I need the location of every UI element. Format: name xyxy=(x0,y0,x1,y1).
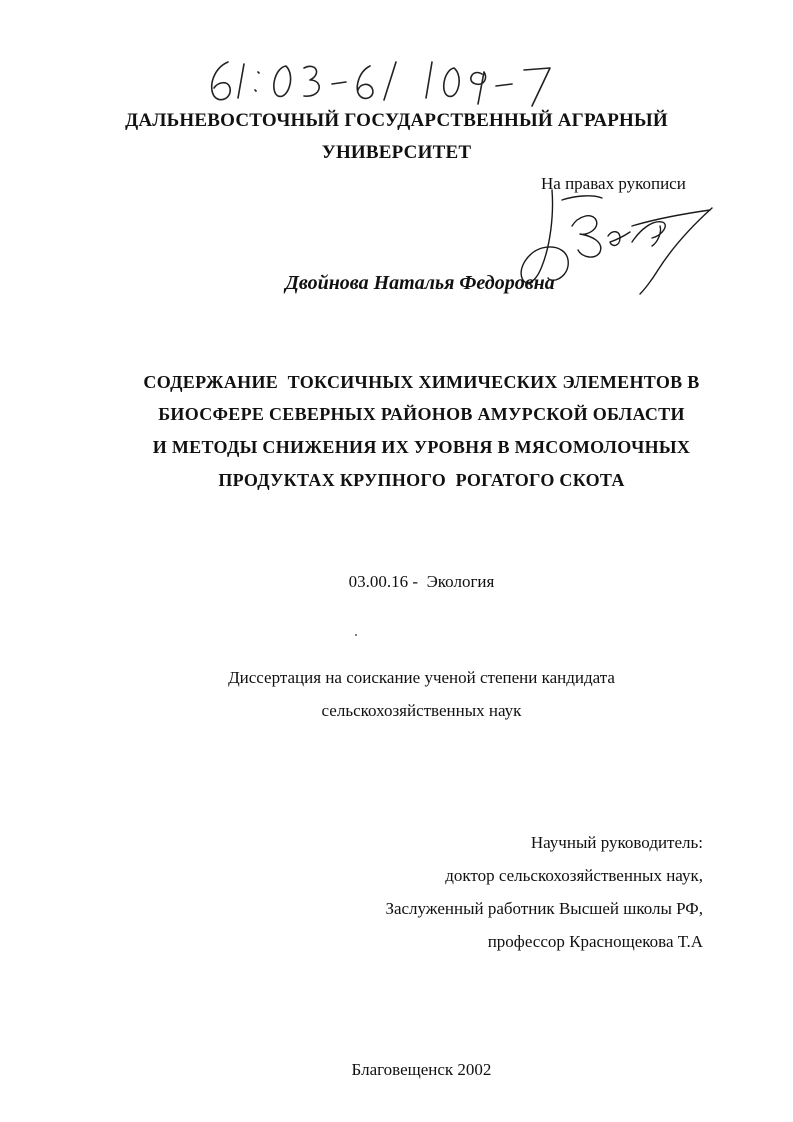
degree-statement-line2: сельскохозяйственных наук xyxy=(321,701,522,720)
handwritten-archive-code xyxy=(200,52,570,112)
dissertation-title-line: СОДЕРЖАНИЕ ТОКСИЧНЫХ ХИМИЧЕСКИХ ЭЛЕМЕНТОВ В xyxy=(143,372,700,392)
university-name-line1: ДАЛЬНЕВОСТОЧНЫЙ ГОСУДАРСТВЕННЫЙ АГРАРНЫЙ xyxy=(125,110,668,131)
city-year: Благовещенск 2002 xyxy=(351,1060,492,1079)
speck-mark xyxy=(355,634,357,636)
supervisor-honor: Заслуженный работник Высшей школы РФ, xyxy=(385,899,703,918)
specialty-code: 03.00.16 - Экология xyxy=(348,572,495,591)
university-name-line2: УНИВЕРСИТЕТ xyxy=(321,142,472,163)
manuscript-rights-note: На правах рукописи xyxy=(541,174,686,193)
dissertation-title-line: БИОСФЕРЕ СЕВЕРНЫХ РАЙОНОВ АМУРСКОЙ ОБЛАСТИ xyxy=(158,404,685,424)
supervisor-name: профессор Краснощекова Т.А xyxy=(487,932,703,951)
supervisor-heading: Научный руководитель: xyxy=(530,833,703,852)
supervisor-degree: доктор сельскохозяйственных наук, xyxy=(445,866,703,885)
dissertation-title-line: И МЕТОДЫ СНИЖЕНИЯ ИХ УРОВНЯ В МЯСОМОЛОЧНЫХ xyxy=(152,437,691,457)
dissertation-title-line: ПРОДУКТАХ КРУПНОГО РОГАТОГО СКОТА xyxy=(218,470,625,490)
degree-statement-line1: Диссертация на соискание ученой степени кандидата xyxy=(228,668,615,687)
author-name: Двойнова Наталья Федоровна xyxy=(285,272,555,294)
